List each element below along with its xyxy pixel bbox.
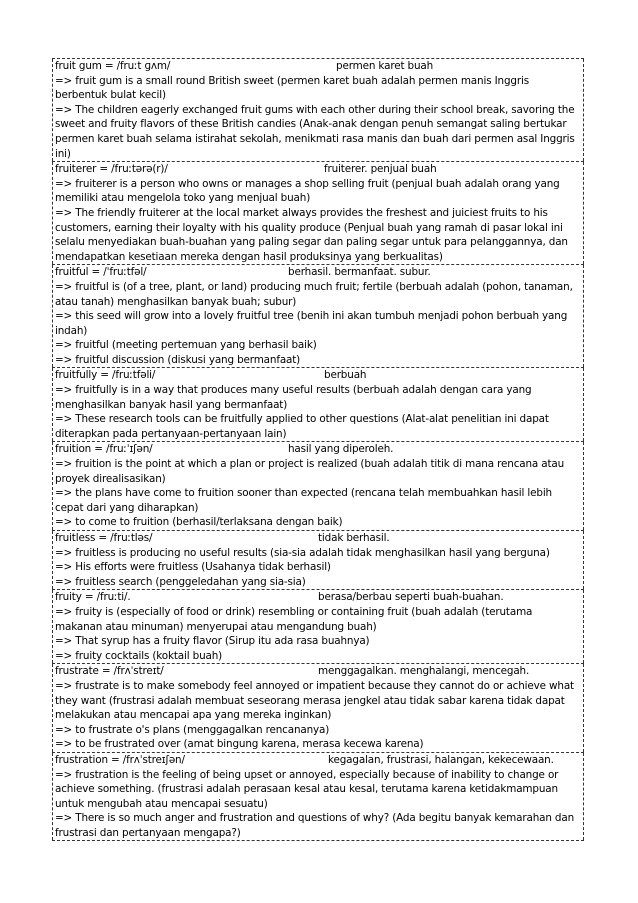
entry-example-line: => There is so much anger and frustration and questions of why? (Ada begitu banyak kemarahan dan frustrasi dan pertanyaan mengapa?) [55, 812, 575, 839]
dictionary-entry [52, 663, 584, 752]
dictionary-document [52, 58, 584, 841]
entry-example-line: => The friendly fruiterer at the local market always provides the freshest and juiciest fruits to his customers, earning their loyalty with his quality produce (Penjual buah yang ramah di pasar lokal ini selalu menyediakan buah-buahan yang paling segar dan paling segar untuk para pelanggannya, dan mendapatkan kesetiaan mereka dengan hasil produksinya yang berkualitas) [55, 206, 568, 263]
entry-term: fruitfully = /fruːtfəli/ [55, 369, 156, 382]
entry-example-line: => His efforts were fruitless (Usahanya tidak berhasil) [55, 561, 331, 574]
entry-term: fruiterer = /fruːtərə(r)/ [55, 163, 168, 176]
entry-example-line: => frustration is the feeling of being upset or annoyed, especially because of inability to change or achieve something. (frustrasi adalah perasaan kesal atau kesal, terutama karena ketidakmampuan untuk mengubah atau mencapai sesuatu) [55, 768, 559, 810]
entry-example-line: => to frustrate o's plans (menggagalkan rencananya) [55, 723, 330, 736]
entry-example-line: => fruition is the point at which a plan or project is realized (buah adalah titik di mana rencana atau proyek direalisasikan) [55, 458, 565, 485]
entry-translation: hasil yang diperoleh. [288, 443, 394, 456]
entry-headword-row [52, 162, 584, 177]
entry-example-line: => fruity cocktails (koktail buah) [55, 649, 223, 662]
entry-translation: permen karet buah [336, 60, 434, 72]
entry-example-line: => fruity is (especially of food or drink) resembling or containing fruit (buah adalah (terutama makanan atau minuman) menyerupai atau mengandung buah) [55, 605, 533, 633]
entry-headword-row [52, 368, 584, 383]
entry-term: frustrate = /frʌˈstreɪt/ [55, 665, 164, 678]
entry-example-line: => to come to fruition (berhasil/terlaksana dengan baik) [55, 516, 343, 529]
entry-headword-row [52, 59, 584, 74]
dictionary-entry [52, 264, 584, 367]
entry-term: fruition = /fruːˈɪʃən/ [55, 443, 153, 456]
entry-translation: berasa/berbau seperti buah-buahan. [318, 591, 504, 604]
entry-example-line: => frustrate is to make somebody feel annoyed or impatient because they cannot do or achieve what they want (frustrasi adalah membuat seseorang merasa jengkel atau tidak sabar karena tidak dapat melakukan atau mencapai apa yang mereka inginkan) [55, 679, 574, 722]
entry-example-line: => fruitless search (penggeledahan yang sia-sia) [55, 575, 306, 588]
entry-example-line: => fruit gum is a small round British sweet (permen karet buah adalah permen manis Inggris berbentuk bulat kecil) [55, 74, 529, 102]
entry-translation: berhasil. bermanfaat. subur. [288, 266, 431, 279]
entry-headword-row [52, 265, 584, 280]
dictionary-entry [52, 752, 584, 842]
entry-term: fruitful = /ˈfruːtfəl/ [55, 266, 147, 279]
entry-example-line: => fruiterer is a person who owns or manages a shop selling fruit (penjual buah adalah orang yang memiliki atau mengelola toko yang menjual buah) [55, 177, 560, 205]
entry-term: fruity = /fruːti/. [55, 591, 131, 604]
entry-translation: tidak berhasil. [318, 532, 390, 544]
entry-example-line: => fruitful (meeting pertemuan yang berhasil baik) [55, 339, 317, 352]
entry-headword-row [52, 531, 584, 546]
dictionary-entry [52, 58, 584, 161]
dictionary-entry [52, 441, 584, 530]
dictionary-entry [52, 367, 584, 441]
entry-example-line: => to be frustrated over (amat bingung karena, merasa kecewa karena) [55, 738, 424, 751]
dictionary-entry [52, 161, 584, 264]
entry-example-line: => These research tools can be fruitfully applied to other questions (Alat-alat penelitian ini dapat diterapkan pada pertanyaan-pertanyaan lain) [55, 413, 549, 440]
dictionary-entry [52, 589, 584, 663]
entry-headword-row [52, 590, 584, 605]
entry-translation: kegagalan, frustrasi, halangan, kekecewaan. [328, 753, 554, 766]
dictionary-entry [52, 530, 584, 589]
entry-translation: berbuah [324, 369, 367, 382]
entry-headword-row [52, 664, 584, 679]
entry-example-line: => fruitful is (of a tree, plant, or land) producing much fruit; fertile (berbuah adalah (pohon, tanaman, atau tanah) menghasilkan banyak buah; subur) [55, 280, 573, 308]
entry-term: fruit gum = /fruːt ɡʌm/ [55, 60, 171, 72]
entry-example-line: => fruitless is producing no useful results (sia-sia adalah tidak menghasilkan hasil yang berguna) [55, 546, 550, 559]
entry-example-line: => fruitful discussion (diskusi yang bermanfaat) [55, 353, 301, 366]
entry-example-line: => the plans have come to fruition sooner than expected (rencana telah membuahkan hasil lebih cepat dari yang diharapkan) [55, 487, 552, 514]
entry-translation: fruiterer. penjual buah [324, 163, 437, 176]
entry-example-line: => fruitfully is in a way that produces many useful results (berbuah adalah dengan cara yang menghasilkan banyak hasil yang bermanfaat) [55, 384, 532, 411]
entry-term: frustration = /frʌˈstreɪʃən/ [55, 753, 185, 766]
entry-headword-row [52, 753, 584, 768]
entry-translation: menggagalkan. menghalangi, mencegah. [318, 665, 530, 678]
entry-term: fruitless = /fruːtləs/ [55, 532, 153, 544]
entry-example-line: => this seed will grow into a lovely fruitful tree (benih ini akan tumbuh menjadi pohon berbuah yang indah) [55, 310, 568, 337]
entry-example-line: => That syrup has a fruity flavor (Sirup itu ada rasa buahnya) [55, 635, 370, 648]
entry-headword-row [52, 442, 584, 457]
entry-example-line: => The children eagerly exchanged fruit gums with each other during their school break, savoring the sweet and fruity flavors of these British candies (Anak-anak dengan penuh semangat saling bertukar permen karet buah selama istirahat sekolah, menikmati rasa manis dan buah dari permen asal Inggris ini) [55, 103, 575, 160]
